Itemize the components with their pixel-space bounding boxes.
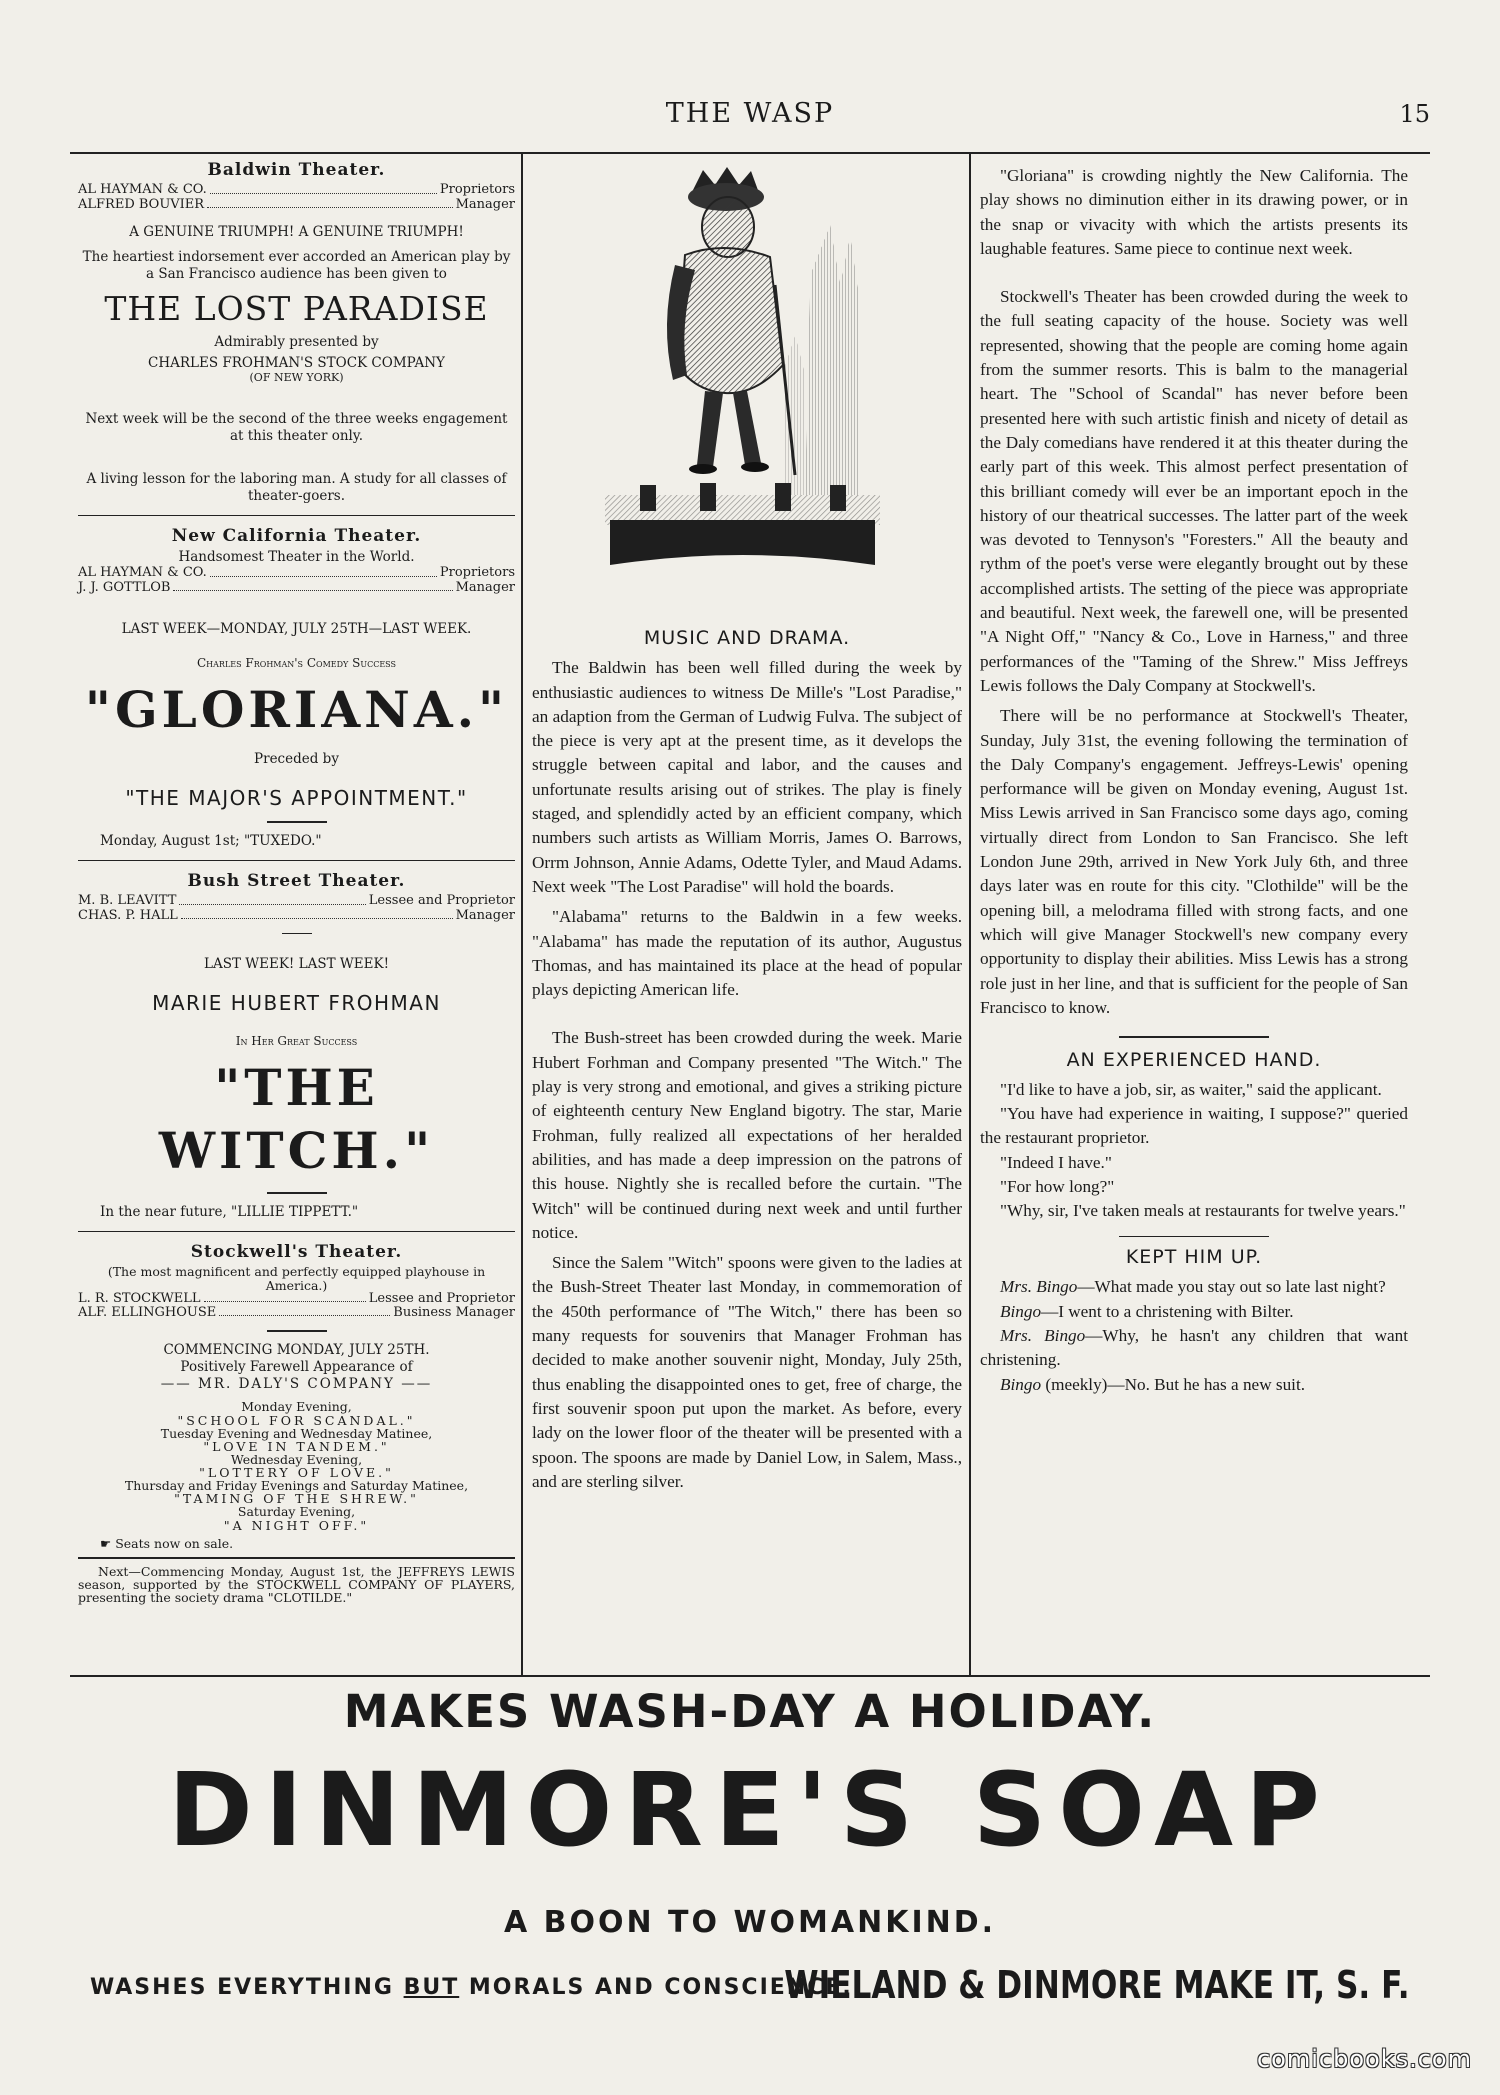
baldwin-next-week: Next week will be the second of the three weeks engagement at this theater only. [85, 411, 508, 445]
schedule-play: "A NIGHT OFF." [223, 1517, 370, 1533]
stockwell-seats: ☛ Seats now on sale. [100, 1535, 234, 1551]
schedule-play: "LOVE IN TANDEM." [203, 1438, 390, 1454]
baldwin-presented: Admirably presented by [214, 333, 379, 350]
baldwin-play: THE LOST PARADISE [104, 289, 489, 329]
article-paragraph: "Alabama" returns to the Baldwin in a few weeks. "Alabama" has made the reputation of its author, Augustus Thomas, and has maintained its place at the head of popular plays depicting American life. [532, 907, 962, 1000]
ad-maker: WIELAND & DINMORE MAKE IT, S. F. [784, 1963, 1410, 2007]
baldwin-listing [78, 160, 515, 505]
baldwin-company: CHARLES FROHMAN'S STOCK COMPANY [148, 354, 445, 371]
column-rule-2 [969, 153, 971, 1675]
new-california-monday: Monday, August 1st; "TUXEDO." [100, 832, 322, 849]
bush-last-week: LAST WEEK! LAST WEEK! [204, 956, 389, 973]
masthead-title: THE WASP [665, 98, 835, 129]
staff-row: ALF. ELLINGHOUSE Business Manager [78, 1304, 515, 1320]
stockwell-commencing: COMMENCING MONDAY, JULY 25TH. [163, 1341, 430, 1358]
music-drama-heading: MUSIC AND DRAMA. [643, 627, 851, 649]
bush-success: In Her Great Success [235, 1034, 358, 1049]
stockwell-next: Next—Commencing Monday, August 1st, the JEFFREYS LEWIS season, supported by the STOCKWELL COMPANY OF PLAYERS, presenting the society drama "CLOTILDE." [78, 1563, 515, 1605]
schedule-play: "SCHOOL FOR SCANDAL." [177, 1412, 416, 1428]
staff-row: ALFRED BOUVIER Manager [78, 196, 515, 212]
ad-brand: DINMORE'S SOAP [168, 1751, 1332, 1870]
new-california-last-week: LAST WEEK—MONDAY, JULY 25TH—LAST WEEK. [121, 620, 472, 637]
joke-line: Mrs. Bingo—What made you stay out so late last night? [1000, 1277, 1386, 1297]
experienced-hand-heading: AN EXPERIENCED HAND. [1066, 1048, 1322, 1071]
schedule-play: "LOTTERY OF LOVE." [199, 1465, 394, 1480]
staff-row: L. R. STOCKWELL Lessee and Proprietor [78, 1290, 515, 1306]
top-rule [70, 152, 1430, 154]
caricature-illustration [605, 165, 880, 575]
article-paragraph: Stockwell's Theater has been crowded during the week to the full seating capacity of the house. Society was well represented, showing that the people are coming home again from the summer resorts. This is balm to the managerial heart. The "School of Scandal" has never before been presented here with such artistic finish and nicety of detail as the Daly comedians have rendered it at this theater during the early part of this week. This almost perfect presentation of this brilliant comedy will ever be an important epoch in the history of our theatrical successes. The latter part of the week was devoted to Tennyson's "Foresters." All the beauty and rythm of the poet's verse were elegantly brought out by these accomplished artists. The setting of the piece was appropriate and beautiful. Next week, the farewell one, will be presented "A Night Off," "Nancy & Co., Love in Harness," and three performances of the "Taming of the Shrew." Miss Jeffreys Lewis follows the Daly Company at Stockwell's. [980, 287, 1408, 695]
new-california-title: New California Theater. [171, 526, 422, 547]
schedule-when: Thursday and Friday Evenings and Saturday Matinee, [124, 1478, 469, 1494]
bush-listing [78, 871, 515, 1221]
new-california-subtitle: Handsomest Theater in the World. [178, 549, 415, 566]
baldwin-lesson: A living lesson for the laboring man. A study for all classes of theater-goers. [86, 470, 507, 504]
stockwell-company: —— MR. DALY'S COMPANY —— [160, 1375, 433, 1392]
page-number: 15 [1399, 100, 1430, 128]
schedule-when: Tuesday Evening and Wednesday Matinee, [160, 1425, 433, 1441]
stockwell-subtitle: (The most magnificent and perfectly equipped playhouse in America.) [107, 1264, 486, 1293]
kept-him-up-heading: KEPT HIM UP. [1125, 1246, 1263, 1269]
joke-line: Bingo (meekly)—No. But he has a new suit. [1000, 1374, 1306, 1394]
bush-play: "THE WITCH." [158, 1058, 435, 1180]
pointing-hand-icon: ☛ [100, 1535, 112, 1551]
baldwin-tagline: A GENUINE TRIUMPH! A GENUINE TRIUMPH! [129, 223, 464, 240]
joke-line: Bingo—I went to a christening with Bilter. [1000, 1301, 1294, 1321]
article-paragraph: Since the Salem "Witch" spoons were given to the ladies at the Bush-Street Theater last Monday, in commemoration of the 450th performance of "The Witch," there has been so many requests for souvenirs that Manager Frohman has decided to make another souvenir night, Monday, July 25th, thus enabling the disappointed ones to get, free of charge, the first souvenir spoon put upon the market. As before, every lady on the lower floor of the theater will be presented with a spoon. The spoons are made by Daniel Low, in Salem, Mass., and are sterling silver. [532, 1253, 962, 1491]
staff-row: M. B. LEAVITT Lessee and Proprietor [78, 893, 515, 909]
schedule-when: Saturday Evening, [237, 1504, 356, 1520]
joke-line: "I'd like to have a job, sir, as waiter," said the applicant. [1000, 1079, 1382, 1099]
baldwin-title: Baldwin Theater. [207, 160, 386, 180]
ad-slogan: A BOON TO WOMANKIND. [503, 1905, 997, 1940]
joke-line: "You have had experience in waiting, I suppose?" queried the restaurant proprietor. [980, 1104, 1408, 1148]
article-paragraph: The Baldwin has been well filled during the week by enthusiastic audiences to witness De Mille's "Lost Paradise," an adaption from the German of Ludwig Fulva. The subject of the piece is very apt at the present time, as it develops the struggle between capital and labor, and the causes and unfortunate results arising out of strikes. The play is finely staged, and splendidly acted by an efficient company, which numbers such artists as William Morris, James O. Barrows, Orrm Johnson, Annie Adams, Odette Tyler, and Maud Adams. Next week "The Lost Paradise" will hold the boards. [532, 658, 962, 896]
schedule-play: "TAMING OF THE SHREW." [174, 1491, 419, 1507]
new-california-play: "GLORIANA." [84, 679, 509, 739]
schedule-when: Monday Evening, [241, 1399, 352, 1415]
schedule-when: Wednesday Evening, [230, 1451, 363, 1467]
theater-listings [78, 160, 515, 1604]
bottom-rule [70, 1675, 1430, 1677]
stockwell-listing [78, 1242, 515, 1604]
stockwell-farewell: Positively Farewell Appearance of [180, 1358, 413, 1375]
column-rule-1 [521, 153, 523, 1675]
watermark: comicbooks.com [1256, 2045, 1472, 2073]
music-drama-column [532, 618, 962, 1494]
bush-star: MARIE HUBERT FROHMAN [152, 991, 441, 1016]
article-paragraph: The Bush-street has been crowded during the week. Marie Hubert Forhman and Company presented "The Witch." The play is very strong and emotional, and gives a striking picture of eighteenth century New England bigotry. The star, Marie Frohman, fully realized all expectations of her heralded abilities, and has made a deep impression on the patrons of this house. Nightly she is recalled before the curtain. "The Witch" will be continued during next week and until further notice. [532, 1028, 962, 1242]
staff-row: J. J. GOTTLOB Manager [78, 579, 515, 595]
baldwin-blurb: The heartiest indorsement ever accorded an American play by a San Francisco audience has been given to [82, 248, 511, 282]
right-column [980, 164, 1408, 1397]
staff-row: AL HAYMAN & CO. Proprietors [78, 182, 515, 198]
bush-future: In the near future, "LILLIE TIPPETT." [100, 1203, 359, 1220]
article-paragraph: There will be no performance at Stockwell's Theater, Sunday, July 31st, the evening following the termination of the Daly Company's engagement. Jeffreys-Lewis' opening performance will be given on Monday evening, August 1st. Miss Lewis arrived in San Francisco some days ago, coming virtually direct from London to San Francisco. She left London June 29th, arrived in New York July 6th, and three days later was en route for this city. "Clothilde" will be the opening bill, a melodrama filled with strong facts, and one which will give Manager Stockwell's new company every opportunity to display their abilities. Miss Lewis has a strong role just in her line, and that is sufficient for the people of San Francisco to know. [980, 706, 1408, 1017]
new-california-preceded: Preceded by [254, 751, 339, 768]
bush-title: Bush Street Theater. [187, 871, 406, 892]
baldwin-company-sub: (OF NEW YORK) [249, 371, 344, 385]
ad-tagline: WASHES EVERYTHING BUT MORALS AND CONSCIENCE. [90, 1975, 853, 2000]
ad-headline: MAKES WASH-DAY A HOLIDAY. [343, 1685, 1157, 1738]
new-california-curtain: "THE MAJOR'S APPOINTMENT." [125, 786, 468, 811]
staff-row: CHAS. P. HALL Manager [78, 907, 515, 923]
new-california-listing [78, 526, 515, 849]
joke-line: "Indeed I have." [1000, 1152, 1112, 1172]
joke-line: "Why, sir, I've taken meals at restaurants for twelve years." [1000, 1201, 1406, 1221]
joke-line: "For how long?" [1000, 1177, 1115, 1197]
stockwell-title: Stockwell's Theater. [190, 1242, 403, 1263]
article-paragraph: "Gloriana" is crowding nightly the New California. The play shows no diminution either in its drawing power, or in the snap or vivacity with which the artists presents its laughable features. Same piece to continue next week. [980, 166, 1408, 258]
new-california-success: Charles Frohman's Comedy Success [197, 655, 396, 670]
joke-line: Mrs. Bingo—Why, he hasn't any children that want christening. [980, 1326, 1408, 1370]
staff-row: AL HAYMAN & CO. Proprietors [78, 565, 515, 581]
